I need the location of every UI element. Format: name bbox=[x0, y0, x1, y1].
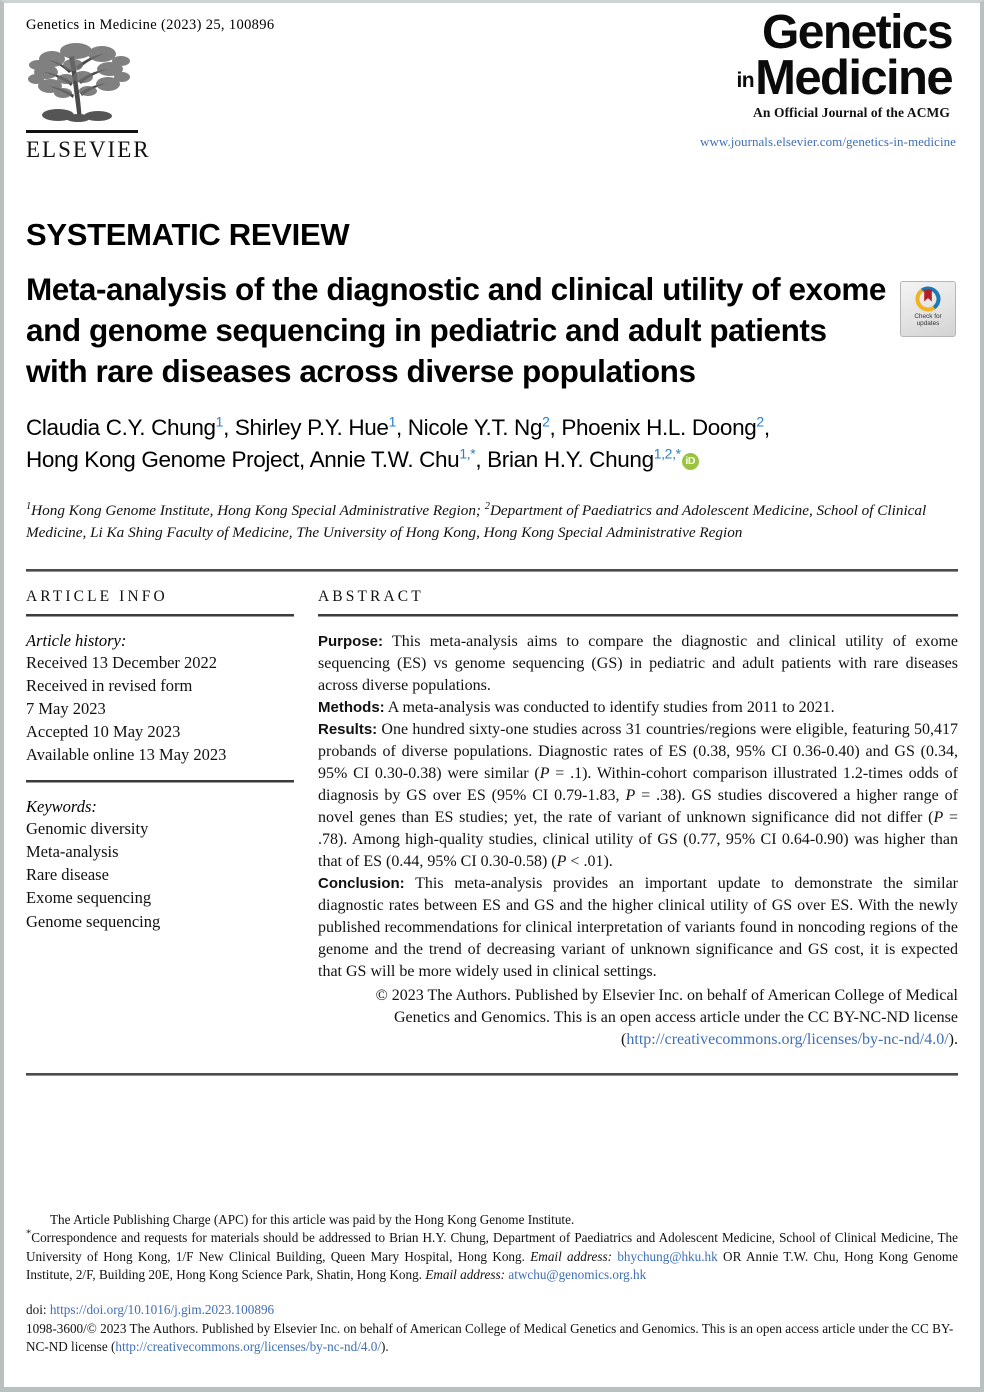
correspondence-text-1: Correspondence and requests for materials should be addressed to Brian H.Y. Chung, Department of Paediatrics and Adolescent Medicine, School of Clinical Medicine, The University of Hong Kong, 1/F New Clinical Building, Queen Mary Hospital, Hong Kong. bbox=[26, 1230, 958, 1264]
journal-logo-row2 bbox=[626, 51, 956, 106]
history-item: Accepted 10 May 2023 bbox=[26, 721, 181, 741]
abstract-results-pvalue-2: P bbox=[625, 786, 636, 804]
abstract-results-label: Results: bbox=[318, 720, 378, 738]
license-link[interactable]: http://creativecommons.org/licenses/by-nc-nd/4.0/ bbox=[115, 1339, 382, 1355]
author-hue-shirley: , Shirley P.Y. Hue bbox=[223, 414, 389, 440]
history-item: Received in revised form bbox=[26, 675, 193, 695]
masthead bbox=[26, 3, 958, 173]
keyword-item[interactable]: Genome sequencing bbox=[26, 911, 161, 931]
affiliation-marker-2: 2 bbox=[484, 500, 490, 512]
copyright-tail: ). bbox=[948, 1030, 958, 1048]
crossmark-badge[interactable] bbox=[900, 281, 956, 337]
journal-citation-line: Genetics in Medicine (2023) 25, 100896 bbox=[26, 17, 275, 33]
author-sup-1[interactable]: 1 bbox=[215, 413, 224, 430]
journal-logo bbox=[626, 6, 956, 150]
correspondence-text-2: OR Annie T.W. Chu, Hong Kong Genome Institute, 2/F, Building 20E, Hong Kong Science Park, Shatin, Hong Kong. bbox=[26, 1248, 958, 1283]
page-title: Meta-analysis of the diagnostic and clinical utility of exome and genome sequencing in pediatric and adult patients with rare diseases across diverse populations bbox=[26, 271, 886, 389]
body-columns bbox=[26, 588, 958, 1051]
email-link-2[interactable]: atwchu@genomics.org.hk bbox=[508, 1267, 647, 1283]
history-item: Received 13 December 2022 bbox=[26, 652, 218, 672]
issn-text: 1098-3600/© 2023 The Authors. Published by Elsevier Inc. on behalf of American College of Medical Genetics and Genomics. This is an open access article under the CC BY-NC-ND license ( bbox=[26, 1320, 954, 1355]
copyright-text: © 2023 The Authors. Published by Elsevier Inc. on behalf of American College of Medical Genetics and Genomics. This is an open access article under the CC BY-NC-ND license ( bbox=[375, 986, 958, 1048]
abstract-conclusion-label: Conclusion: bbox=[318, 874, 405, 892]
abstract-body bbox=[318, 631, 958, 983]
keywords-label: Keywords: bbox=[26, 797, 97, 817]
journal-url-link[interactable]: www.journals.elsevier.com/genetics-in-medicine bbox=[700, 134, 956, 150]
title-wrap bbox=[26, 269, 958, 392]
author-line-1 bbox=[26, 412, 958, 444]
email-link-1[interactable]: bhychung@hku.hk bbox=[617, 1248, 718, 1264]
elsevier-tree-icon bbox=[26, 41, 138, 129]
crossmark-label-line1: Check for bbox=[914, 313, 942, 320]
author-line-2 bbox=[26, 444, 958, 476]
column-gutter bbox=[294, 588, 318, 1051]
issn-tail: ). bbox=[381, 1339, 389, 1355]
article-info-heading-rule bbox=[26, 614, 294, 617]
article-info-divider bbox=[26, 780, 294, 783]
abstract-copyright bbox=[318, 985, 958, 1051]
keyword-item[interactable]: Meta-analysis bbox=[26, 842, 119, 862]
article-info-heading: ARTICLE INFO bbox=[26, 587, 168, 605]
footnotes bbox=[26, 1211, 958, 1285]
doi-line bbox=[26, 1301, 958, 1320]
footnote-correspondence bbox=[26, 1229, 958, 1284]
affiliations bbox=[26, 500, 966, 545]
abstract-methods bbox=[318, 697, 958, 719]
abstract-purpose bbox=[318, 631, 958, 697]
crossmark-label-line2: updates bbox=[916, 319, 940, 327]
abstract-results-text-1: One hundred sixty-one studies across 31 countries/regions were eligible, featuring 50,417 probands of diverse populations. Diagnostic rates of ES (0.38, 95% CI 0.36-0.40) and GS (0.34, 95% CI 0.30-0.38) were similar ( bbox=[318, 720, 958, 782]
author-doong-phoenix: , Phoenix H.L. Doong bbox=[549, 414, 757, 440]
abstract-results-pvalue-1: P bbox=[539, 764, 550, 782]
abstract-bottom-divider bbox=[26, 1073, 958, 1076]
author-sup-5[interactable]: 1,* bbox=[459, 445, 476, 462]
author-sup-3[interactable]: 2 bbox=[542, 413, 550, 430]
article-history-label: Article history: bbox=[26, 630, 127, 650]
doi-block bbox=[26, 1301, 958, 1357]
keyword-item[interactable]: Genomic diversity bbox=[26, 819, 149, 839]
abstract-heading-rule bbox=[318, 614, 958, 617]
orcid-icon[interactable]: iD bbox=[682, 453, 699, 470]
elsevier-divider bbox=[26, 130, 138, 133]
abstract-results bbox=[318, 719, 958, 873]
abstract-results-pvalue-4: P bbox=[556, 852, 567, 870]
history-item: Available online 13 May 2023 bbox=[26, 745, 227, 765]
author-sup-4[interactable]: 2 bbox=[756, 413, 764, 430]
journal-logo-tagline: An Official Journal of the ACMG bbox=[753, 105, 950, 121]
keyword-item[interactable]: Exome sequencing bbox=[26, 888, 152, 908]
abstract-results-text-5: < .01). bbox=[566, 852, 613, 870]
abstract-purpose-text: This meta-analysis aims to compare the diagnostic and clinical utility of exome sequencing (ES) vs genome sequencing (GS) in pediatric and adult patients with rare diseases across diverse populations. bbox=[318, 632, 958, 694]
email-label-2: Email address: bbox=[425, 1267, 506, 1283]
affiliation-text-1: Hong Kong Genome Institute, Hong Kong Special Administrative Region; bbox=[31, 501, 485, 519]
abstract-results-pvalue-3: P bbox=[933, 808, 944, 826]
author-sup-2[interactable]: 1 bbox=[388, 413, 396, 430]
crossmark-label bbox=[914, 314, 941, 328]
article-info-column bbox=[26, 588, 294, 1051]
abstract-methods-text: A meta-analysis was conducted to identify studies from 2011 to 2021. bbox=[384, 698, 835, 716]
author-sup-6[interactable]: 1,2,* bbox=[653, 445, 681, 462]
abstract-conclusion bbox=[318, 873, 958, 983]
journal-logo-genetics: Genetics bbox=[762, 6, 952, 59]
footnote-apc: The Article Publishing Charge (APC) for this article was paid by the Hong Kong Genome Institute. bbox=[50, 1212, 575, 1227]
journal-logo-in: in bbox=[736, 69, 755, 93]
elsevier-wordmark: ELSEVIER bbox=[26, 136, 151, 162]
author-chung-brian: , Brian H.Y. Chung bbox=[475, 446, 654, 472]
author-chu-annie: Hong Kong Genome Project, Annie T.W. Chu bbox=[26, 446, 460, 472]
page-inner bbox=[4, 3, 980, 1387]
article-type-label: SYSTEMATIC REVIEW bbox=[26, 217, 350, 252]
crossmark-ring-icon bbox=[915, 286, 941, 312]
abstract-results-text-3: = .38). GS studies discovered a higher range of novel genes than ES studies; yet, the rate of variant of unknown significance did not differ ( bbox=[318, 786, 959, 826]
doi-link[interactable]: https://doi.org/10.1016/j.gim.2023.100896 bbox=[49, 1302, 275, 1317]
abstract-conclusion-text: This meta-analysis provides an important update to demonstrate the similar diagnostic rates between ES and GS and the higher clinical utility of GS over ES. With the newly published recommendations for clinical interpretation of variants found in noncoding regions of the genome and the trend of decreasing variant of unknown significance and GS cost, it is expected that GS will be more widely used in clinical settings. bbox=[318, 874, 958, 980]
abstract-column bbox=[318, 588, 958, 1051]
header-divider bbox=[26, 569, 958, 572]
abstract-results-text-4: = .78). Among high-quality studies, clinical utility of GS (0.77, 95% CI 0.64-0.90) was higher than that of ES (0.44, 95% CI 0.30-0.58) ( bbox=[318, 808, 959, 870]
abstract-results-text-2: = .1). Within-cohort comparison illustrated 1.2-times odds of diagnosis by GS over ES (95% CI 0.79-1.83, bbox=[318, 764, 958, 804]
author-list bbox=[26, 412, 958, 476]
author-line1-comma: , bbox=[763, 414, 770, 440]
doi-label: doi: bbox=[26, 1302, 50, 1317]
email-label-1: Email address: bbox=[530, 1248, 612, 1264]
abstract-methods-label: Methods: bbox=[318, 698, 385, 716]
abstract-purpose-label: Purpose: bbox=[318, 632, 384, 650]
journal-logo-medicine: Medicine bbox=[755, 51, 952, 106]
author-ng-nicole: , Nicole Y.T. Ng bbox=[395, 414, 543, 440]
author-chung-claudia: Claudia C.Y. Chung bbox=[26, 414, 216, 440]
keyword-item[interactable]: Rare disease bbox=[26, 865, 109, 885]
affiliation-marker-1: 1 bbox=[26, 500, 32, 512]
affiliation-text-2: Department of Paediatrics and Adolescent Medicine, School of Clinical Medicine, Li Ka Shing Faculty of Medicine, The University of Hong Kong, Hong Kong Special Administrative Region bbox=[26, 501, 927, 542]
cc-license-link[interactable]: http://creativecommons.org/licenses/by-nc-nd/4.0/ bbox=[626, 1030, 949, 1048]
issn-line bbox=[26, 1320, 958, 1357]
abstract-heading: ABSTRACT bbox=[318, 587, 424, 605]
keywords-list bbox=[26, 817, 294, 932]
elsevier-logo bbox=[26, 41, 151, 163]
article-history-list bbox=[26, 651, 294, 766]
correspondence-marker: * bbox=[26, 1229, 32, 1241]
history-item: 7 May 2023 bbox=[26, 698, 106, 718]
